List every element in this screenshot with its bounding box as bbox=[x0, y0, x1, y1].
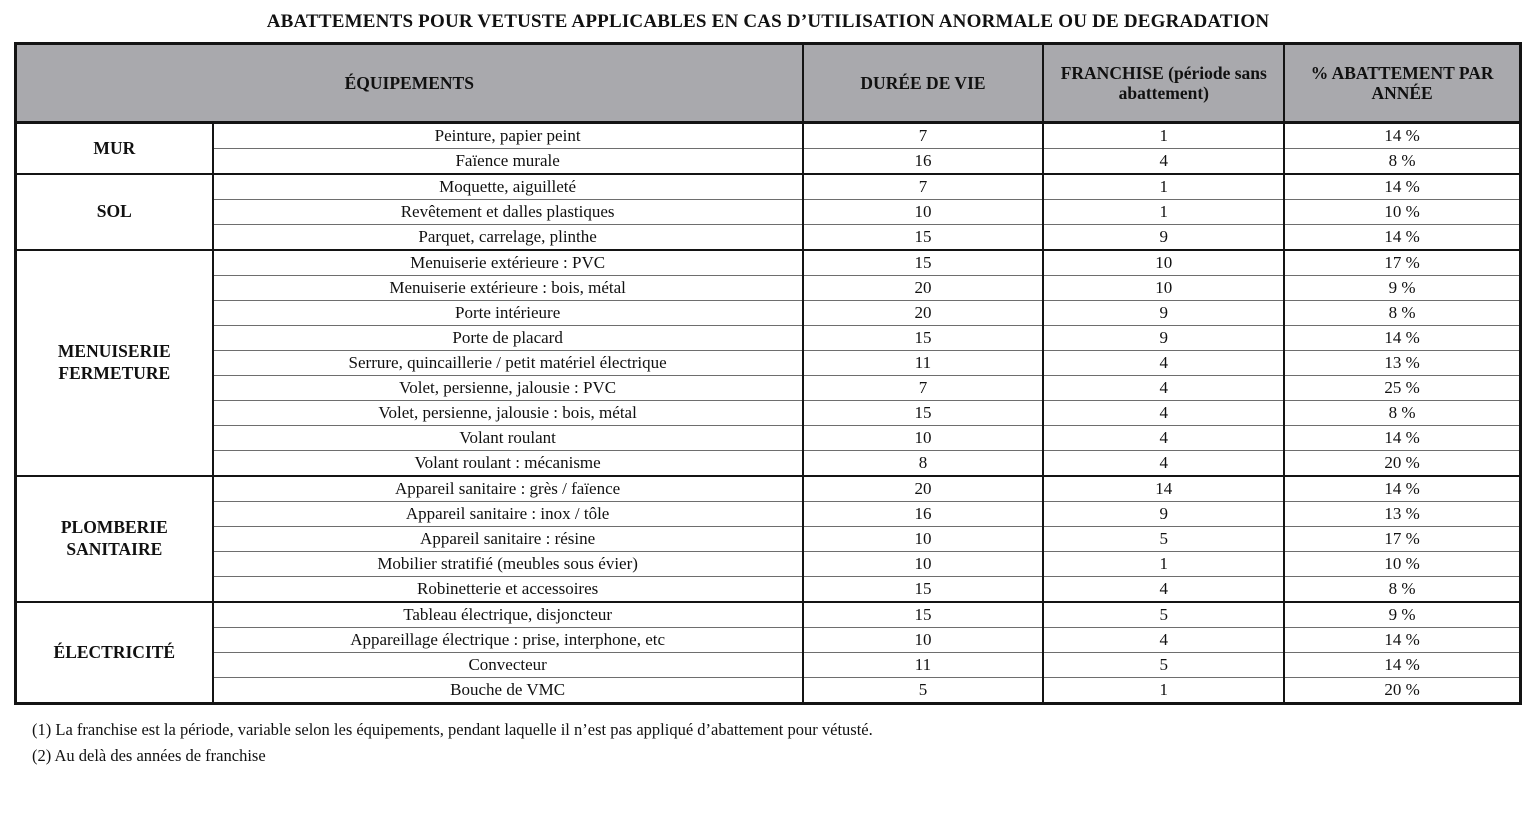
table-section bbox=[16, 476, 1521, 602]
table-row bbox=[16, 326, 1521, 351]
abattement-cell: 14 % bbox=[1284, 628, 1520, 653]
abattement-cell: 14 % bbox=[1284, 476, 1520, 502]
duree-cell: 7 bbox=[803, 174, 1044, 200]
franchise-cell: 5 bbox=[1043, 527, 1284, 552]
table-header-row bbox=[16, 44, 1521, 123]
abattement-cell: 20 % bbox=[1284, 451, 1520, 477]
duree-cell: 15 bbox=[803, 326, 1044, 351]
equipment-cell: Serrure, quincaillerie / petit matériel électrique bbox=[213, 351, 803, 376]
equipment-cell: Peinture, papier peint bbox=[213, 123, 803, 149]
duree-cell: 16 bbox=[803, 149, 1044, 175]
table-row bbox=[16, 174, 1521, 200]
table-row bbox=[16, 149, 1521, 175]
abattement-cell: 10 % bbox=[1284, 200, 1520, 225]
franchise-cell: 9 bbox=[1043, 225, 1284, 251]
duree-cell: 15 bbox=[803, 602, 1044, 628]
franchise-cell: 1 bbox=[1043, 200, 1284, 225]
abattement-cell: 8 % bbox=[1284, 149, 1520, 175]
duree-cell: 10 bbox=[803, 628, 1044, 653]
equipment-cell: Appareil sanitaire : résine bbox=[213, 527, 803, 552]
franchise-cell: 14 bbox=[1043, 476, 1284, 502]
franchise-cell: 5 bbox=[1043, 602, 1284, 628]
duree-cell: 8 bbox=[803, 451, 1044, 477]
table-row bbox=[16, 276, 1521, 301]
franchise-cell: 1 bbox=[1043, 174, 1284, 200]
equipment-cell: Convecteur bbox=[213, 653, 803, 678]
franchise-cell: 4 bbox=[1043, 628, 1284, 653]
franchise-cell: 1 bbox=[1043, 678, 1284, 704]
franchise-cell: 4 bbox=[1043, 149, 1284, 175]
table-row bbox=[16, 653, 1521, 678]
equipment-cell: Volant roulant bbox=[213, 426, 803, 451]
table-row bbox=[16, 476, 1521, 502]
franchise-cell: 4 bbox=[1043, 376, 1284, 401]
abattement-cell: 8 % bbox=[1284, 577, 1520, 603]
table-section bbox=[16, 123, 1521, 175]
table-row bbox=[16, 552, 1521, 577]
table-row bbox=[16, 401, 1521, 426]
abattement-cell: 14 % bbox=[1284, 653, 1520, 678]
duree-cell: 10 bbox=[803, 552, 1044, 577]
franchise-cell: 9 bbox=[1043, 301, 1284, 326]
franchise-cell: 9 bbox=[1043, 326, 1284, 351]
duree-cell: 7 bbox=[803, 376, 1044, 401]
equipment-cell: Porte de placard bbox=[213, 326, 803, 351]
equipment-cell: Appareil sanitaire : inox / tôle bbox=[213, 502, 803, 527]
abattement-cell: 14 % bbox=[1284, 123, 1520, 149]
franchise-cell: 10 bbox=[1043, 276, 1284, 301]
abattement-cell: 9 % bbox=[1284, 602, 1520, 628]
duree-cell: 10 bbox=[803, 426, 1044, 451]
category-cell: SOL bbox=[16, 174, 213, 250]
duree-cell: 15 bbox=[803, 250, 1044, 276]
footnotes bbox=[32, 717, 1536, 768]
category-cell: MUR bbox=[16, 123, 213, 175]
abattement-cell: 14 % bbox=[1284, 326, 1520, 351]
header-equipements: ÉQUIPEMENTS bbox=[16, 44, 803, 123]
abattement-cell: 13 % bbox=[1284, 502, 1520, 527]
table-header bbox=[16, 44, 1521, 123]
table-row bbox=[16, 678, 1521, 704]
table-row bbox=[16, 527, 1521, 552]
table-row bbox=[16, 123, 1521, 149]
abattement-cell: 9 % bbox=[1284, 276, 1520, 301]
equipment-cell: Volant roulant : mécanisme bbox=[213, 451, 803, 477]
table-row bbox=[16, 426, 1521, 451]
franchise-cell: 1 bbox=[1043, 123, 1284, 149]
abattement-cell: 17 % bbox=[1284, 527, 1520, 552]
franchise-cell: 4 bbox=[1043, 451, 1284, 477]
equipment-cell: Appareillage électrique : prise, interphone, etc bbox=[213, 628, 803, 653]
table-row bbox=[16, 577, 1521, 603]
abattement-cell: 10 % bbox=[1284, 552, 1520, 577]
table-section bbox=[16, 174, 1521, 250]
equipment-cell: Tableau électrique, disjoncteur bbox=[213, 602, 803, 628]
table-row bbox=[16, 628, 1521, 653]
equipment-cell: Moquette, aiguilleté bbox=[213, 174, 803, 200]
footnote-2: (2) Au delà des années de franchise bbox=[32, 745, 266, 765]
abattement-cell: 13 % bbox=[1284, 351, 1520, 376]
equipment-cell: Mobilier stratifié (meubles sous évier) bbox=[213, 552, 803, 577]
table-row bbox=[16, 602, 1521, 628]
duree-cell: 5 bbox=[803, 678, 1044, 704]
duree-cell: 16 bbox=[803, 502, 1044, 527]
equipment-cell: Faïence murale bbox=[213, 149, 803, 175]
duree-cell: 20 bbox=[803, 476, 1044, 502]
duree-cell: 20 bbox=[803, 301, 1044, 326]
header-duree-de-vie: DURÉE DE VIE bbox=[803, 44, 1044, 123]
franchise-cell: 4 bbox=[1043, 577, 1284, 603]
abattement-cell: 14 % bbox=[1284, 225, 1520, 251]
equipment-cell: Robinetterie et accessoires bbox=[213, 577, 803, 603]
duree-cell: 15 bbox=[803, 225, 1044, 251]
equipment-cell: Menuiserie extérieure : PVC bbox=[213, 250, 803, 276]
table-row bbox=[16, 376, 1521, 401]
equipment-cell: Porte intérieure bbox=[213, 301, 803, 326]
footnote-1: (1) La franchise est la période, variable selon les équipements, pendant laquelle il n’est pas appliqué d’abattement pour vétusté. bbox=[32, 720, 873, 739]
abattement-cell: 14 % bbox=[1284, 174, 1520, 200]
equipment-cell: Menuiserie extérieure : bois, métal bbox=[213, 276, 803, 301]
franchise-cell: 5 bbox=[1043, 653, 1284, 678]
table-row bbox=[16, 200, 1521, 225]
category-cell: PLOMBERIE SANITAIRE bbox=[16, 476, 213, 602]
table-row bbox=[16, 502, 1521, 527]
duree-cell: 15 bbox=[803, 577, 1044, 603]
page-title: ABATTEMENTS POUR VETUSTE APPLICABLES EN CAS D’UTILISATION ANORMALE OU DE DEGRADATION bbox=[266, 11, 1270, 32]
abattement-cell: 17 % bbox=[1284, 250, 1520, 276]
abattement-cell: 20 % bbox=[1284, 678, 1520, 704]
equipment-cell: Appareil sanitaire : grès / faïence bbox=[213, 476, 803, 502]
franchise-cell: 4 bbox=[1043, 426, 1284, 451]
equipment-cell: Parquet, carrelage, plinthe bbox=[213, 225, 803, 251]
duree-cell: 20 bbox=[803, 276, 1044, 301]
equipment-cell: Volet, persienne, jalousie : PVC bbox=[213, 376, 803, 401]
table-section bbox=[16, 250, 1521, 476]
table-row bbox=[16, 225, 1521, 251]
equipment-cell: Bouche de VMC bbox=[213, 678, 803, 704]
duree-cell: 7 bbox=[803, 123, 1044, 149]
franchise-cell: 4 bbox=[1043, 351, 1284, 376]
header-franchise: FRANCHISE (période sans abattement) bbox=[1043, 44, 1284, 123]
duree-cell: 15 bbox=[803, 401, 1044, 426]
franchise-cell: 9 bbox=[1043, 502, 1284, 527]
depreciation-table bbox=[14, 42, 1522, 705]
duree-cell: 10 bbox=[803, 527, 1044, 552]
table-row bbox=[16, 301, 1521, 326]
abattement-cell: 8 % bbox=[1284, 301, 1520, 326]
table-section bbox=[16, 602, 1521, 704]
table-row bbox=[16, 451, 1521, 477]
equipment-cell: Volet, persienne, jalousie : bois, métal bbox=[213, 401, 803, 426]
table-row bbox=[16, 351, 1521, 376]
franchise-cell: 4 bbox=[1043, 401, 1284, 426]
category-cell: MENUISERIE FERMETURE bbox=[16, 250, 213, 476]
category-cell: ÉLECTRICITÉ bbox=[16, 602, 213, 704]
franchise-cell: 10 bbox=[1043, 250, 1284, 276]
duree-cell: 11 bbox=[803, 653, 1044, 678]
abattement-cell: 14 % bbox=[1284, 426, 1520, 451]
abattement-cell: 25 % bbox=[1284, 376, 1520, 401]
equipment-cell: Revêtement et dalles plastiques bbox=[213, 200, 803, 225]
abattement-cell: 8 % bbox=[1284, 401, 1520, 426]
duree-cell: 10 bbox=[803, 200, 1044, 225]
franchise-cell: 1 bbox=[1043, 552, 1284, 577]
duree-cell: 11 bbox=[803, 351, 1044, 376]
header-abattement: % ABATTEMENT PAR ANNÉE bbox=[1284, 44, 1520, 123]
table-row bbox=[16, 250, 1521, 276]
